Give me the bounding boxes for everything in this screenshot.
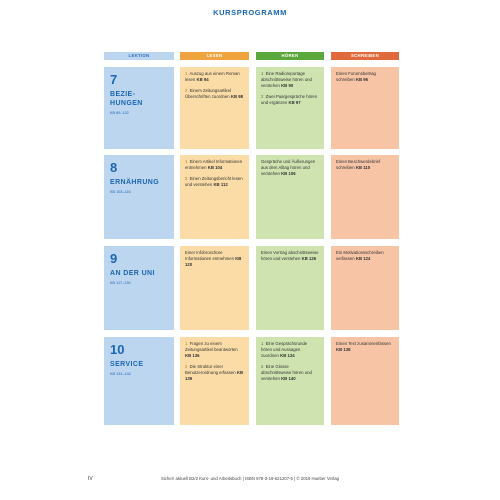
lesson-pages: KB 117–130 (110, 281, 131, 285)
lesson-cell (104, 67, 174, 149)
horen-cell (256, 246, 324, 330)
schreiben-cell (331, 337, 399, 425)
lesen-cell (180, 155, 249, 239)
page-title: KURSPROGRAMM (213, 8, 287, 17)
lesen-cell (180, 337, 249, 425)
lesson-number: 7 (110, 72, 118, 87)
horen-cell (256, 67, 324, 149)
lesson-pages: KB 103–116 (110, 190, 131, 194)
task-item: 2 Die Struktur einer Benutzerordnung erfassen KB 139 (185, 364, 244, 381)
lesen-cell (180, 246, 249, 330)
task-item: 2 Einem Zeitungsartikel Überschriften zuordnen KB 98 (185, 88, 244, 99)
page-number: IV (88, 476, 93, 482)
lesson-number: 10 (110, 342, 125, 357)
task-item: 1 Fragen zu einem Zeitungsartikel beantworten KB 136 (185, 341, 238, 358)
lesson-pages: KB 131–142 (110, 372, 131, 376)
task-item: 2 Einen Zeitungsbericht lesen und verstehen KB 112 (185, 176, 243, 187)
lesson-title: SERVICE (110, 361, 144, 368)
task-item: 2 Zwei Paargespräche hören und ergänzen KB 97 (261, 94, 318, 105)
lesson-cell (104, 246, 174, 330)
task-item: 1 Eine Radioreportage abschnittsweise hören und verstehen KB 90 (261, 71, 312, 88)
lesen-cell (180, 67, 249, 149)
task-item: 1 Auszug aus einem Roman lesen KB 94 (185, 71, 240, 82)
lesson-title: ERNÄHRUNG (110, 179, 160, 186)
task-item: Einen Forumsbeitrag schreiben KB 96 (336, 71, 376, 82)
task-item: 2 Eine Glosse abschnittsweise hören und verstehen KB 140 (261, 364, 312, 381)
lesson-cell (104, 337, 174, 425)
lesson-title: BEZIE- HUNGEN (110, 91, 143, 107)
lesson-title: AN DER UNI (110, 270, 155, 277)
lesson-cell (104, 155, 174, 239)
task-item: 1 Eine Gesprächsrunde hören und Aussagen zuordnen KB 134 (261, 341, 308, 358)
lesson-number: 9 (110, 251, 118, 266)
task-item: Einen Text zusammenfassen KB 138 (336, 341, 391, 352)
schreiben-cell (331, 155, 399, 239)
task-item: Ein Motivationsschreiben verfassen KB 124 (336, 250, 384, 261)
lesson-pages: KB 89–102 (110, 111, 129, 115)
horen-cell (256, 337, 324, 425)
task-item: Gespräche und Äußerungen aus dem Alltag hören und verstehen KB 106 (261, 159, 316, 176)
task-item: Einen Vortrag abschnittsweise hören und verstehen KB 126 (261, 250, 319, 261)
task-item: Einen Beschwerdebrief schreiben KB 110 (336, 159, 381, 170)
footer-imprint: Sicher! aktuell B2/2 Kurs- und Arbeitsbuch | ISBN 978-3-19-621207-5 | © 2019 Hueber Verlag (160, 476, 340, 481)
header-lektion: LEKTION (104, 52, 174, 60)
horen-cell (256, 155, 324, 239)
schreiben-cell (331, 67, 399, 149)
header-horen: HÖREN (256, 52, 324, 60)
header-schreiben: SCHREIBEN (331, 52, 399, 60)
task-item: Einer Infobroschüre Informationen entnehmen KB 120 (185, 250, 242, 267)
header-lesen: LESEN (180, 52, 249, 60)
schreiben-cell (331, 246, 399, 330)
task-item: 1 Einem Artikel Informationen entnehmen KB 104 (185, 159, 243, 170)
lesson-number: 8 (110, 160, 118, 175)
